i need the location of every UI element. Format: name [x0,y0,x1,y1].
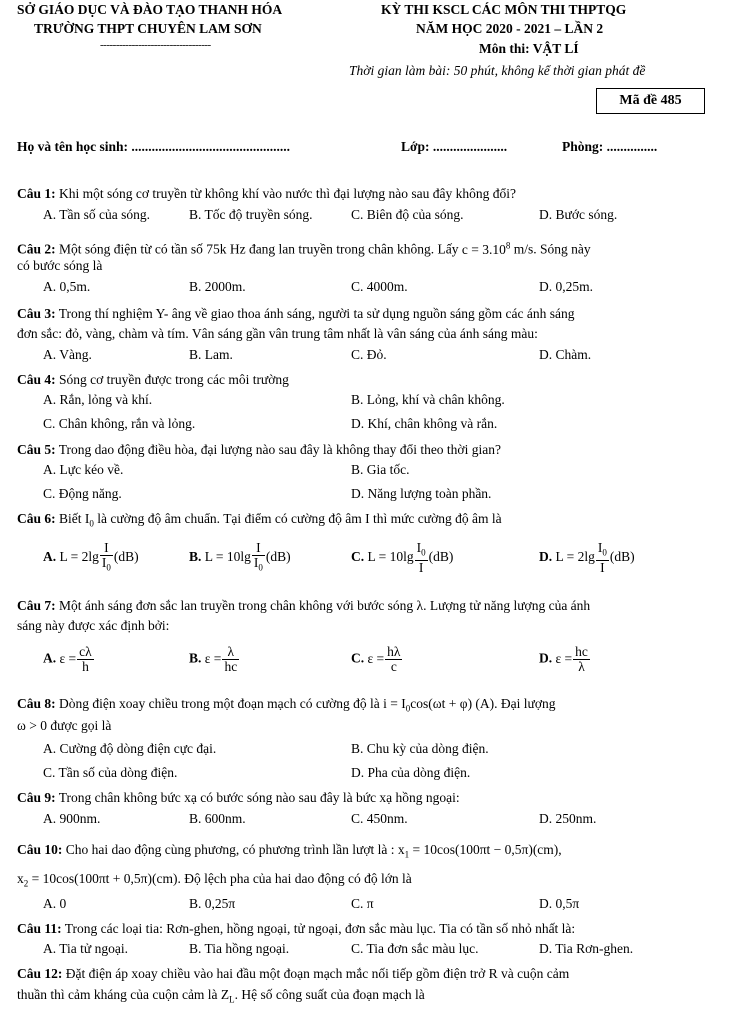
question-12-line2: thuần thì cảm kháng của cuộn cảm là $Z_L$. Hệ số công suất của đoạn mạch là [17,987,425,1005]
q6-option-c: C. L = 10lg $\frac{I_0}{I}$ (dB) [351,540,454,575]
q5-option-a: A. Lực kéo về. [43,462,124,477]
question-8 [17,694,707,719]
time-note: Thời gian làm bài: 50 phút, không kể thời gian phát đề [349,63,646,78]
question-text: Trong các loại tia: Rơn-ghen, hồng ngoại, tử ngoại, đơn sắc màu lục. Tia có tần số nhỏ nhất là: [64,921,576,936]
q4-option-d: D. Khí, chân không và rắn. [351,416,498,431]
question-number: Câu 12: [17,966,63,981]
q1-option-d: D. Bước sóng. [539,207,618,222]
exam-title: KỲ THI KSCL CÁC MÔN THI THPTQG [381,2,627,17]
q6-option-d: D. L = 2lg $\frac{I_0}{I}$ (dB) [539,540,635,575]
question-7 [17,596,707,615]
exam-code: Mã đề 485 [596,88,705,114]
q11-option-a: A. Tia tử ngoại. [43,941,128,956]
q11-option-b: B. Tia hồng ngoại. [189,941,290,956]
q3-option-a: A. Vàng. [43,347,92,362]
student-class-field: Lớp: ...................... [401,139,508,154]
q10-option-b: B. 0,25π [189,896,236,911]
student-room-field: Phòng: ............... [562,139,658,154]
q11-option-d: D. Tia Rơn-ghen. [539,941,634,956]
q7-option-d: D. ε = $\frac{hc}{\lambda}$ [539,644,588,674]
question-number: Câu 2: [17,241,56,257]
question-3 [17,304,707,323]
question-text: Đặt điện áp xoay chiều vào hai đầu một đoạn mạch mắc nối tiếp gồm điện trở R và cuộn cảm [65,966,570,981]
q9-option-c: C. 450nm. [351,811,408,826]
question-text: Khi một sóng cơ truyền từ không khí vào nước thì đại lượng nào sau đây không đổi? [59,186,516,201]
question-5 [17,440,707,459]
question-text-pre: Biết [59,511,82,526]
question-11 [17,919,707,938]
school-department: SỞ GIÁO DỤC VÀ ĐÀO TẠO THANH HÓA [17,2,283,17]
question-8-line2: ω > 0 được gọi là [17,718,112,733]
school-name: TRƯỜNG THPT CHUYÊN LAM SƠN [34,21,262,36]
question-text: Dòng điện xoay chiều trong một đoạn mạch có cường độ là [59,696,380,711]
formula: $i = I_0\cos(\omega t + \varphi)$ (A). Đại lượng [383,696,556,714]
question-number: Câu 11: [17,921,62,936]
q2-option-c: C. 4000m. [351,279,408,294]
q3-option-c: C. Đỏ. [351,347,387,362]
q4-option-a: A. Rắn, lỏng và khí. [43,392,153,407]
q1-option-b: B. Tốc độ truyền sóng. [189,207,313,222]
q7-option-c: C. ε = $\frac{h\lambda}{c}$ [351,644,401,674]
question-number: Câu 8: [17,696,56,711]
question-number: Câu 6: [17,511,56,526]
q8-option-c: C. Tần số của dòng điện. [43,765,178,780]
subject: Môn thi: VẬT LÍ [479,41,579,56]
question-number: Câu 7: [17,598,56,613]
q8-option-b: B. Chu kỳ của dòng điện. [351,741,489,756]
formula: $c = 3.10^8$ [461,240,511,257]
question-number: Câu 3: [17,306,56,321]
q7-option-a: A. ε = $\frac{c\lambda}{h}$ [43,644,92,674]
question-text-after: m/s. Sóng này [510,241,591,257]
q1-option-c: C. Biên độ của sóng. [351,207,464,222]
question-12 [17,964,707,983]
question-text: Sóng cơ truyền được trong các môi trường [59,372,289,387]
question-text: Một sóng điện từ có tần số 75k Hz đang lan truyền trong chân không. Lấy [59,241,459,257]
question-7-line2: sáng này được xác định bởi: [17,618,170,633]
q3-option-b: B. Lam. [189,347,233,362]
q10-option-c: C. π [351,896,374,911]
question-2-line2: có bước sóng là [17,258,103,273]
q2-option-a: A. 0,5m. [43,279,91,294]
q8-option-a: A. Cường độ dòng điện cực đại. [43,741,217,756]
q10-option-d: D. 0,5π [539,896,580,911]
question-1 [17,184,707,203]
question-3-line2: đơn sắc: đỏ, vàng, chàm và tím. Vân sáng gần vân trung tâm nhất là vân sáng của ánh sáng màu: [17,326,538,341]
question-10 [17,840,707,865]
q4-option-b: B. Lỏng, khí và chân không. [351,392,505,407]
question-6 [17,509,707,534]
question-text-line2: Độ lệch pha của hai dao động có độ lớn là [180,871,412,886]
question-4 [17,370,707,389]
q2-option-d: D. 0,25m. [539,279,593,294]
q4-option-c: C. Chân không, rắn và lỏng. [43,416,196,431]
formula-x1: $x_1 = 10\cos(100\pi t - 0,5\pi)(cm)$, [397,842,562,860]
formula-i0: $I_0$ [84,511,94,529]
question-number: Câu 1: [17,186,56,201]
q2-option-b: B. 2000m. [189,279,246,294]
question-text: Trong dao động điều hòa, đại lượng nào sau đây là không thay đổi theo thời gian? [58,442,501,457]
q5-option-d: D. Năng lượng toàn phần. [351,486,492,501]
q5-option-b: B. Gia tốc. [351,462,410,477]
student-name-field: Họ và tên học sinh: ............................................... [17,139,291,154]
q9-option-d: D. 250nm. [539,811,597,826]
question-text: Một ánh sáng đơn sắc lan truyền trong chân không với bước sóng λ. Lượng tử năng lượng của ánh [59,598,591,613]
question-text: Trong chân không bức xạ có bước sóng nào sau đây là bức xạ hồng ngoại: [58,790,460,805]
q3-option-d: D. Chàm. [539,347,592,362]
header-divider: ----------------------------------- [100,39,211,51]
q7-option-b: B. ε = $\frac{\lambda}{hc}$ [189,644,238,674]
question-text: Trong thí nghiệm Y- âng về giao thoa ánh sáng, người ta sử dụng nguồn sáng gồm các ánh sáng [58,306,575,321]
q1-option-a: A. Tần số của sóng. [43,207,150,222]
q5-option-c: C. Động năng. [43,486,122,501]
q10-option-a: A. 0 [43,896,67,911]
question-number: Câu 5: [17,442,56,457]
school-year: NĂM HỌC 2020 - 2021 – LẦN 2 [416,21,604,36]
question-9 [17,788,707,807]
question-number: Câu 4: [17,372,56,387]
q9-option-b: B. 600nm. [189,811,246,826]
formula-x2: $x_2 = 10\cos(100\pi t + 0,5\pi)(cm)$. [17,871,181,889]
q11-option-c: C. Tia đơn sắc màu lục. [351,941,479,956]
q9-option-a: A. 900nm. [43,811,101,826]
question-number: Câu 10: [17,842,63,857]
q6-option-a: A. L = 2lg $\frac{I}{I_0}$ (dB) [43,540,139,573]
q8-option-d: D. Pha của dòng điện. [351,765,471,780]
q6-option-b: B. L = 10lg $\frac{I}{I_0}$ (dB) [189,540,291,573]
question-text: Cho hai dao động cùng phương, có phương trình lần lượt là : [65,842,395,857]
question-text: là cường độ âm chuẩn. Tại điểm có cường độ âm I thì mức cường độ âm là [97,511,502,526]
question-number: Câu 9: [17,790,56,805]
question-10-line2 [17,869,707,894]
